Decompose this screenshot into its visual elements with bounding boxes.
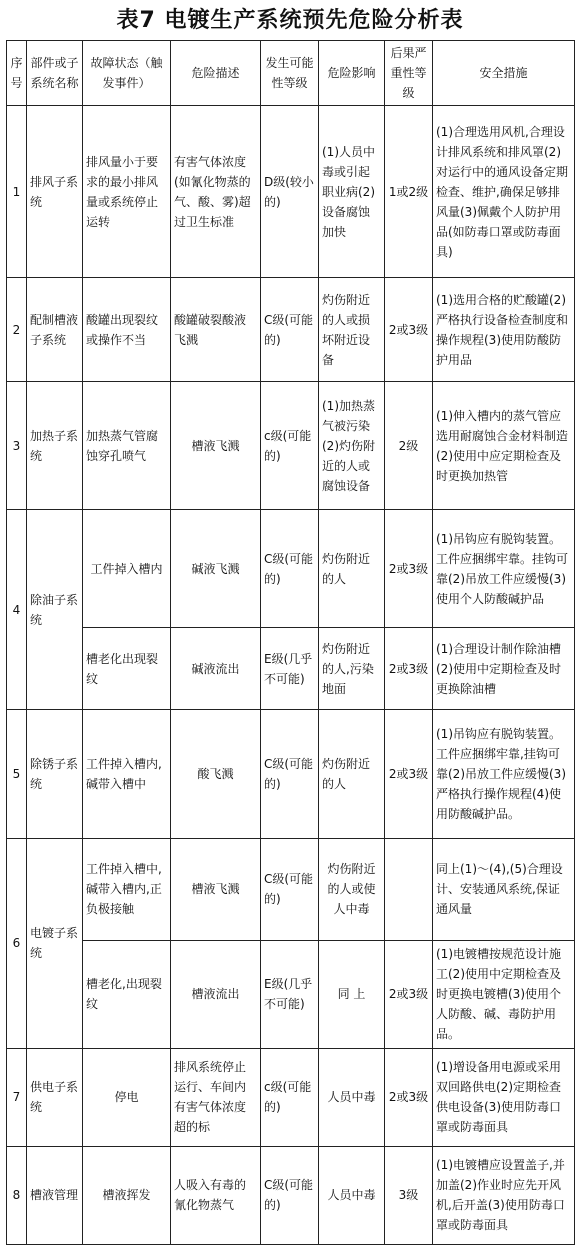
table-row	[7, 510, 575, 628]
row-fault: 排风量小于要求的最小排风量或系统停止运转	[83, 106, 171, 278]
row-measures: (1)合理设计制作除油槽(2)使用中定期检查及时更换除油槽	[433, 628, 575, 710]
table-row	[7, 382, 575, 510]
row-impact: (1)人员中毒或引起职业病(2)设备腐蚀加快	[319, 106, 385, 278]
row-likelihood: c级(可能的)	[261, 1048, 319, 1146]
row-fault: 槽老化,出现裂纹	[83, 940, 171, 1048]
table-row	[7, 278, 575, 382]
row-no: 4	[7, 510, 27, 710]
row-hazard: 碱液飞溅	[171, 510, 261, 628]
row-system: 排风子系统	[27, 106, 83, 278]
row-fault: 槽液挥发	[83, 1146, 171, 1244]
row-measures: (1)吊钩应有脱钩装置。工件应捆绑牢靠。挂钩可靠(2)吊放工件应缓慢(3)使用个人防酸碱护品	[433, 510, 575, 628]
row-fault: 停电	[83, 1048, 171, 1146]
row-severity: 2或3级	[385, 510, 433, 628]
row-fault: 工件掉入槽内,碱带入槽中	[83, 710, 171, 838]
row-measures: (1)伸入槽内的蒸气管应选用耐腐蚀合金材料制造(2)使用中应定期检查及时更换加热管	[433, 382, 575, 510]
hazard-analysis-table	[6, 40, 575, 1245]
row-hazard: 排风系统停止运行、车间内有害气体浓度超的标	[171, 1048, 261, 1146]
row-measures: (1)合理选用风机,合理设计排风系统和排风罩(2)对运行中的通风设备定期检查、维护,确保足够排风量(3)佩戴个人防护用品(如防毒口罩或防毒面具)	[433, 106, 575, 278]
row-measures: (1)增设备用电源或采用双回路供电(2)定期检查供电设备(3)使用防毒口罩或防毒面具	[433, 1048, 575, 1146]
row-likelihood: E级(几乎不可能)	[261, 628, 319, 710]
table-row	[7, 1146, 575, 1244]
row-measures: (1)电镀槽按规范设计施工(2)使用中定期检查及时更换电镀槽(3)使用个人防酸、碱、毒防护用品。	[433, 940, 575, 1048]
row-impact: 灼伤附近的人或使人中毒	[319, 838, 385, 940]
table-title: 表7 电镀生产系统预先危险分析表	[116, 8, 464, 33]
header-likelihood: 发生可能性等级	[261, 41, 319, 106]
header-row	[7, 41, 575, 106]
row-system: 电镀子系统	[27, 838, 83, 1048]
row-fault: 工件掉入槽中,碱带入槽内,正负极接触	[83, 838, 171, 940]
row-hazard: 人吸入有毒的氰化物蒸气	[171, 1146, 261, 1244]
row-impact: (1)加热蒸气被污染(2)灼伤附近的人或腐蚀设备	[319, 382, 385, 510]
row-impact: 灼伤附近的人	[319, 710, 385, 838]
row-system: 配制槽液子系统	[27, 278, 83, 382]
row-likelihood: C级(可能的)	[261, 838, 319, 940]
row-severity: 2或3级	[385, 940, 433, 1048]
header-impact: 危险影响	[319, 41, 385, 106]
header-measures: 安全措施	[433, 41, 575, 106]
row-fault: 工件掉入槽内	[83, 510, 171, 628]
header-system: 部件或子系统名称	[27, 41, 83, 106]
row-hazard: 酸罐破裂酸液飞溅	[171, 278, 261, 382]
row-hazard: 碱液流出	[171, 628, 261, 710]
row-no: 6	[7, 838, 27, 1048]
row-system: 供电子系统	[27, 1048, 83, 1146]
row-measures: (1)选用合格的贮酸罐(2)严格执行设备检查制度和操作规程(3)使用防酸防护用品	[433, 278, 575, 382]
row-severity: 2或3级	[385, 1048, 433, 1146]
header-hazard: 危险描述	[171, 41, 261, 106]
table-row	[7, 838, 575, 940]
row-measures: (1)吊钩应有脱钩装置。工件应捆绑牢靠,挂钩可靠(2)吊放工件应缓慢(3)严格执行操作规程(4)使用防酸碱护品。	[433, 710, 575, 838]
row-no: 3	[7, 382, 27, 510]
row-likelihood: C级(可能的)	[261, 510, 319, 628]
table-row	[7, 1048, 575, 1146]
row-no: 2	[7, 278, 27, 382]
row-measures: (1)电镀槽应设置盖子,并加盖(2)作业时应先开风机,后开盖(3)使用防毒口罩或防毒面具	[433, 1146, 575, 1244]
row-no: 7	[7, 1048, 27, 1146]
row-fault: 加热蒸气管腐蚀穿孔喷气	[83, 382, 171, 510]
row-severity: 2或3级	[385, 278, 433, 382]
row-impact: 灼伤附近的人或损坏附近设备	[319, 278, 385, 382]
row-system: 除锈子系统	[27, 710, 83, 838]
row-hazard: 有害气体浓度(如氰化物蒸的气、酸、雾)超过卫生标准	[171, 106, 261, 278]
table-row	[7, 106, 575, 278]
row-measures: 同上(1)～(4),(5)合理设计、安装通风系统,保证通风量	[433, 838, 575, 940]
row-fault: 酸罐出现裂纹或操作不当	[83, 278, 171, 382]
row-hazard: 槽液飞溅	[171, 838, 261, 940]
row-severity: 3级	[385, 1146, 433, 1244]
row-severity: 2级	[385, 382, 433, 510]
table-row	[7, 710, 575, 838]
row-no: 8	[7, 1146, 27, 1244]
header-no: 序号	[7, 41, 27, 106]
row-severity: 2或3级	[385, 710, 433, 838]
table-row	[7, 940, 575, 1048]
row-severity: 1或2级	[385, 106, 433, 278]
row-hazard: 槽液流出	[171, 940, 261, 1048]
row-system: 除油子系统	[27, 510, 83, 710]
table-row	[7, 628, 575, 710]
row-likelihood: C级(可能的)	[261, 710, 319, 838]
row-impact: 人员中毒	[319, 1146, 385, 1244]
row-likelihood: E级(几乎不可能)	[261, 940, 319, 1048]
row-hazard: 酸飞溅	[171, 710, 261, 838]
row-no: 5	[7, 710, 27, 838]
row-likelihood: D级(较小的)	[261, 106, 319, 278]
row-system: 加热子系统	[27, 382, 83, 510]
row-likelihood: C级(可能的)	[261, 278, 319, 382]
header-severity: 后果严重性等级	[385, 41, 433, 106]
row-system: 槽液管理	[27, 1146, 83, 1244]
row-impact: 灼伤附近的人	[319, 510, 385, 628]
row-severity	[385, 838, 433, 940]
row-impact: 人员中毒	[319, 1048, 385, 1146]
header-fault: 故障状态（触发事件）	[83, 41, 171, 106]
row-fault: 槽老化出现裂纹	[83, 628, 171, 710]
row-impact: 同 上	[319, 940, 385, 1048]
row-no: 1	[7, 106, 27, 278]
row-likelihood: c级(可能的)	[261, 382, 319, 510]
row-impact: 灼伤附近的人,污染地面	[319, 628, 385, 710]
row-likelihood: C级(可能的)	[261, 1146, 319, 1244]
row-hazard: 槽液飞溅	[171, 382, 261, 510]
row-severity: 2或3级	[385, 628, 433, 710]
